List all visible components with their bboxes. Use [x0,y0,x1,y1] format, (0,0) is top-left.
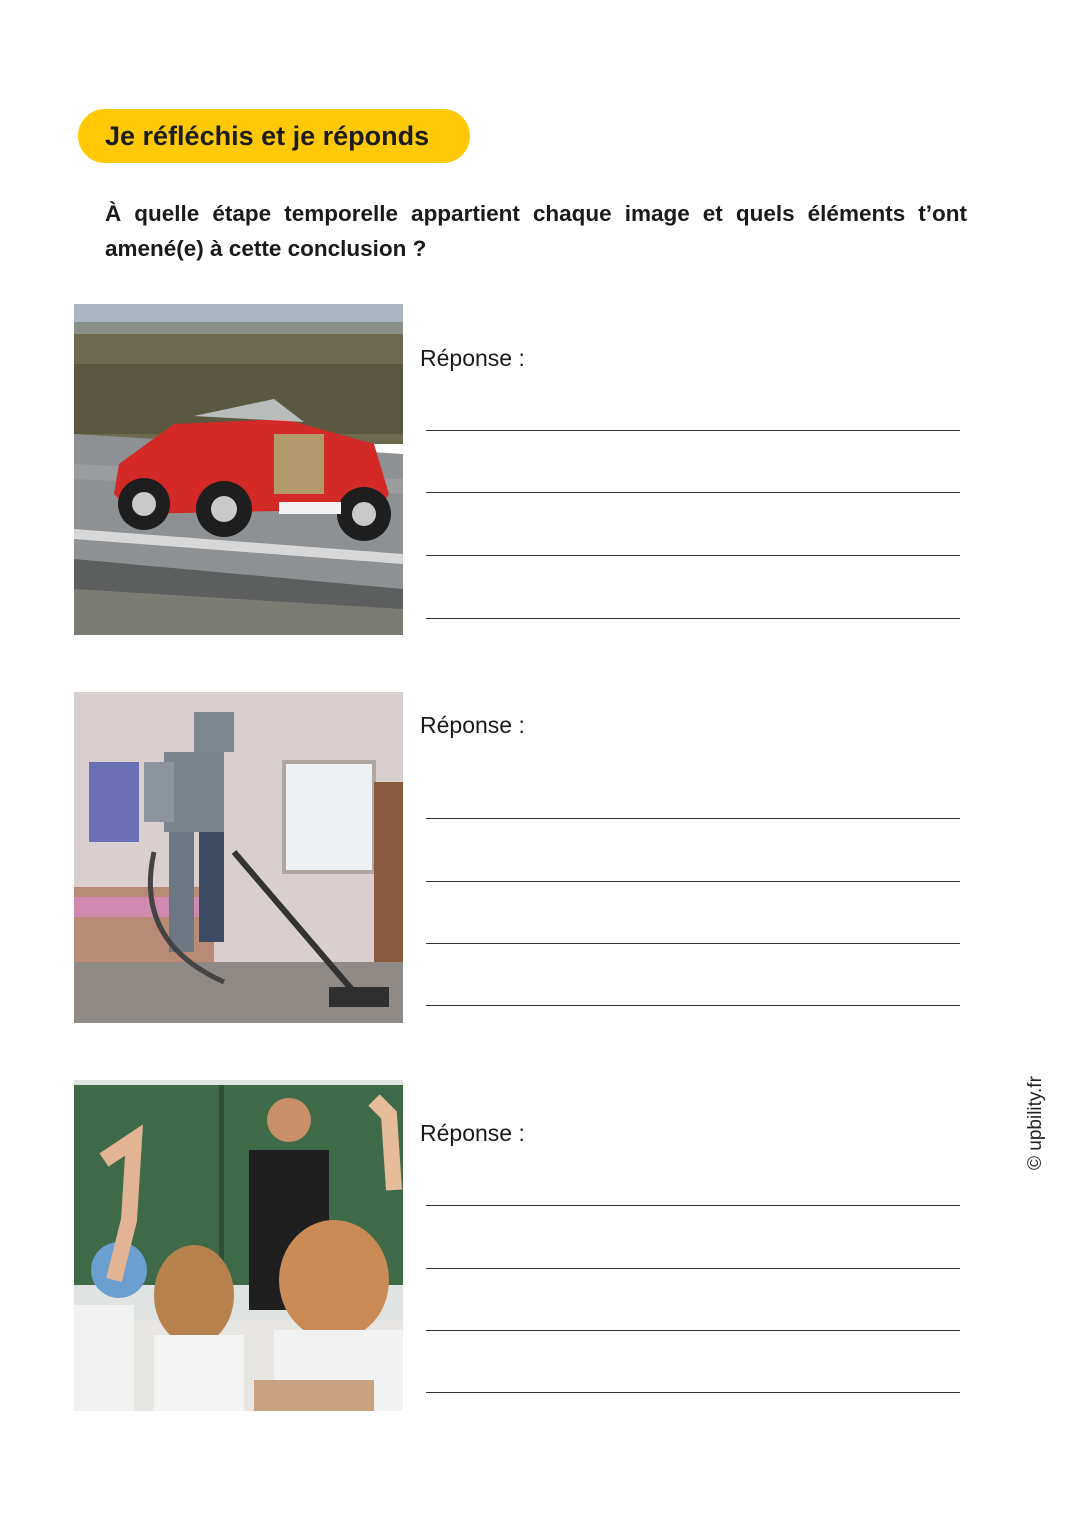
answer-line[interactable] [426,430,960,431]
answer-line[interactable] [426,1330,960,1331]
answer-line[interactable] [426,818,960,819]
question-text: À quelle étape temporelle appartient chaque image et quels éléments t’ont amené(e) à cette conclusion ? [105,201,967,261]
vintage-car-image [74,304,403,635]
answer-line[interactable] [426,1205,960,1206]
answer-line[interactable] [426,1392,960,1393]
robot-vacuum-image [74,692,403,1023]
copyright-credit: © upbility.fr [1025,1076,1046,1170]
answer-line[interactable] [426,1005,960,1006]
classroom-image [74,1080,403,1411]
answer-line[interactable] [426,555,960,556]
answer-label: Réponse : [420,712,525,738]
section-title: Je réfléchis et je réponds [105,120,430,151]
answer-label: Réponse : [420,1120,525,1146]
answer-line[interactable] [426,881,960,882]
section-title-pill [78,109,470,163]
answer-line[interactable] [426,618,960,619]
answer-label: Réponse : [420,345,525,371]
answer-line[interactable] [426,1268,960,1269]
answer-line[interactable] [426,943,960,944]
answer-line[interactable] [426,492,960,493]
